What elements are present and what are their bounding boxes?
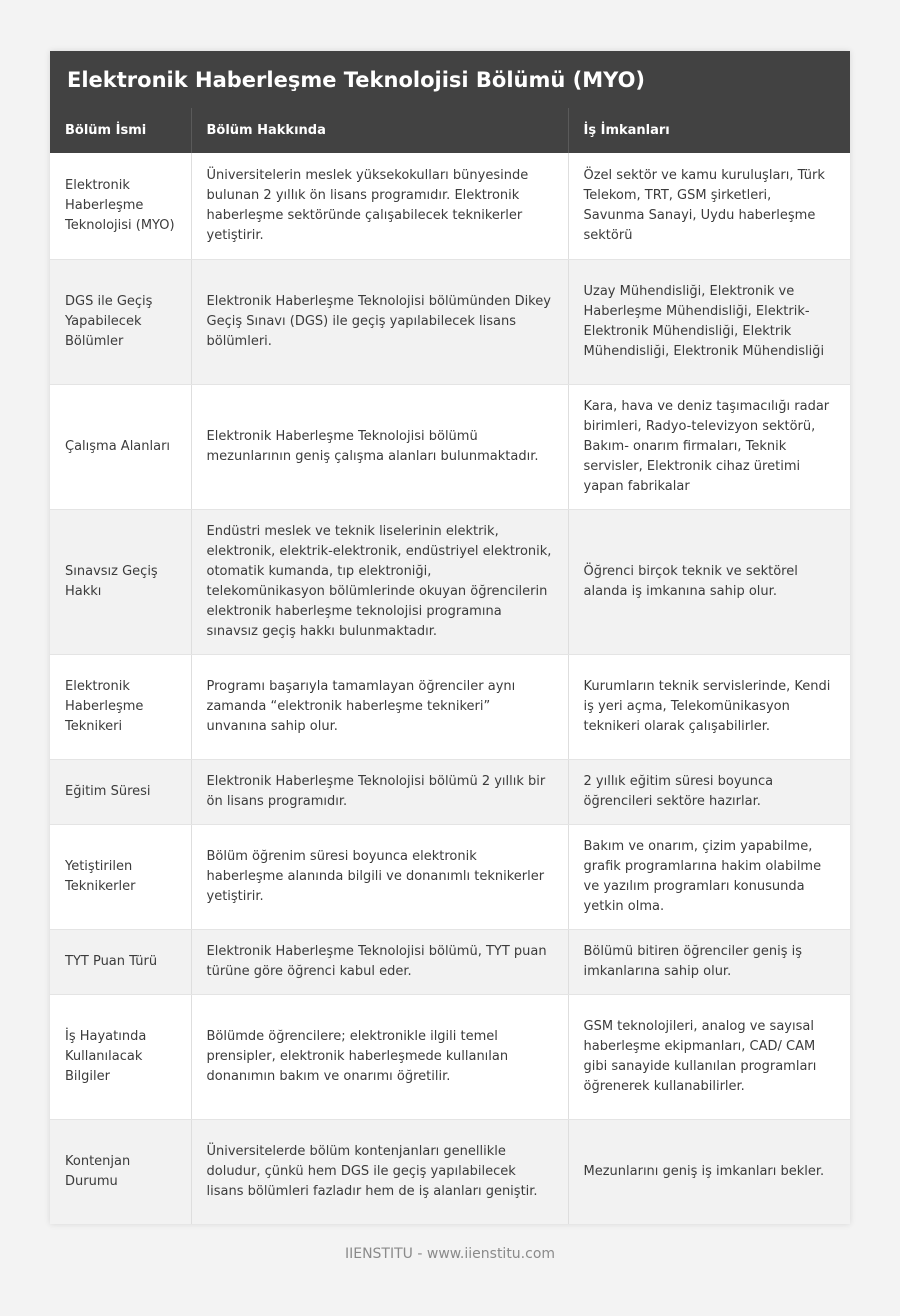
cell-jobs: Öğrenci birçok teknik ve sektörel alanda iş imkanına sahip olur. [568, 509, 850, 654]
table-row [50, 509, 850, 654]
cell-about: Elektronik Haberleşme Teknolojisi bölümü, TYT puan türüne göre öğrenci kabul eder. [191, 929, 568, 994]
cell-name: TYT Puan Türü [50, 929, 191, 994]
footer-credit: IIENSTITU - www.iienstitu.com [344, 1246, 556, 1262]
cell-about: Programı başarıyla tamamlayan öğrenciler aynı zamanda “elektronik haberleşme teknikeri” unvanına sahip olur. [191, 654, 568, 759]
cell-name: Yetiştirilen Teknikerler [50, 824, 191, 929]
table-header-row [50, 108, 850, 153]
info-table [50, 108, 850, 1224]
cell-name: Elektronik Haberleşme Teknikeri [50, 654, 191, 759]
cell-name: İş Hayatında Kullanılacak Bilgiler [50, 994, 191, 1119]
table-row [50, 153, 850, 259]
table-row [50, 384, 850, 509]
cell-about: Bölümde öğrencilere; elektronikle ilgili temel prensipler, elektronik haberleşmede kullanılan donanımın bakım ve onarımı öğretilir. [191, 994, 568, 1119]
cell-about: Bölüm öğrenim süresi boyunca elektronik haberleşme alanında bilgili ve donanımlı teknikerler yetiştirir. [191, 824, 568, 929]
cell-about: Üniversitelerin meslek yüksekokulları bünyesinde bulunan 2 yıllık ön lisans programıdır. Elektronik haberleşme sektöründe çalışabilecek teknikerler yetiştirir. [191, 153, 568, 259]
cell-about: Endüstri meslek ve teknik liselerinin elektrik, elektronik, elektrik-elektronik, endüstriyel elektronik, otomatik kumanda, tıp elektroniği, telekomünikasyon bölümlerinde okuyan öğrencilerin elektronik haberleşme teknolojisi programına sınavsız geçiş hakkı bulunmaktadır. [191, 509, 568, 654]
title-bar [50, 51, 850, 108]
cell-name: DGS ile Geçiş Yapabilecek Bölümler [50, 259, 191, 384]
table-row [50, 654, 850, 759]
table-row [50, 929, 850, 994]
cell-name: Çalışma Alanları [50, 384, 191, 509]
cell-name: Kontenjan Durumu [50, 1119, 191, 1224]
cell-about: Üniversitelerde bölüm kontenjanları genellikle doludur, çünkü hem DGS ile geçiş yapılabilecek lisans bölümleri fazladır hem de iş alanları geniştir. [191, 1119, 568, 1224]
cell-jobs: GSM teknolojileri, analog ve sayısal haberleşme ekipmanları, CAD/ CAM gibi sanayide kullanılan programları öğrenerek kullanabilirler. [568, 994, 850, 1119]
cell-name: Sınavsız Geçiş Hakkı [50, 509, 191, 654]
table-row [50, 759, 850, 824]
table-row [50, 994, 850, 1119]
cell-name: Eğitim Süresi [50, 759, 191, 824]
table-body [50, 153, 850, 1224]
column-header-jobs: İş İmkanları [568, 108, 850, 153]
cell-name: Elektronik Haberleşme Teknolojisi (MYO) [50, 153, 191, 259]
cell-jobs: Uzay Mühendisliği, Elektronik ve Haberleşme Mühendisliği, Elektrik-Elektronik Mühendisliği, Elektrik Mühendisliği, Elektronik Mühendisliği [568, 259, 850, 384]
info-table-card [50, 51, 850, 1224]
cell-jobs: Mezunlarını geniş iş imkanları bekler. [568, 1119, 850, 1224]
cell-jobs: Özel sektör ve kamu kuruluşları, Türk Telekom, TRT, GSM şirketleri, Savunma Sanayi, Uydu haberleşme sektörü [568, 153, 850, 259]
table-row [50, 824, 850, 929]
table-row [50, 259, 850, 384]
cell-jobs: 2 yıllık eğitim süresi boyunca öğrencileri sektöre hazırlar. [568, 759, 850, 824]
page-title: Elektronik Haberleşme Teknolojisi Bölümü (MYO) [67, 67, 646, 92]
cell-jobs: Kurumların teknik servislerinde, Kendi iş yeri açma, Telekomünikasyon teknikeri olarak çalışabilirler. [568, 654, 850, 759]
table-row [50, 1119, 850, 1224]
column-header-name: Bölüm İsmi [50, 108, 191, 153]
cell-jobs: Bölümü bitiren öğrenciler geniş iş imkanlarına sahip olur. [568, 929, 850, 994]
cell-jobs: Kara, hava ve deniz taşımacılığı radar birimleri, Radyo-televizyon sektörü, Bakım- onarım firmaları, Teknik servisler, Elektronik cihaz üretimi yapan fabrikalar [568, 384, 850, 509]
cell-about: Elektronik Haberleşme Teknolojisi bölümünden Dikey Geçiş Sınavı (DGS) ile geçiş yapılabilecek lisans bölümleri. [191, 259, 568, 384]
cell-jobs: Bakım ve onarım, çizim yapabilme, grafik programlarına hakim olabilme ve yazılım programları konusunda yetkin olma. [568, 824, 850, 929]
table-header [50, 108, 850, 153]
column-header-about: Bölüm Hakkında [191, 108, 568, 153]
cell-about: Elektronik Haberleşme Teknolojisi bölümü mezunlarının geniş çalışma alanları bulunmaktadır. [191, 384, 568, 509]
cell-about: Elektronik Haberleşme Teknolojisi bölümü 2 yıllık bir ön lisans programıdır. [191, 759, 568, 824]
